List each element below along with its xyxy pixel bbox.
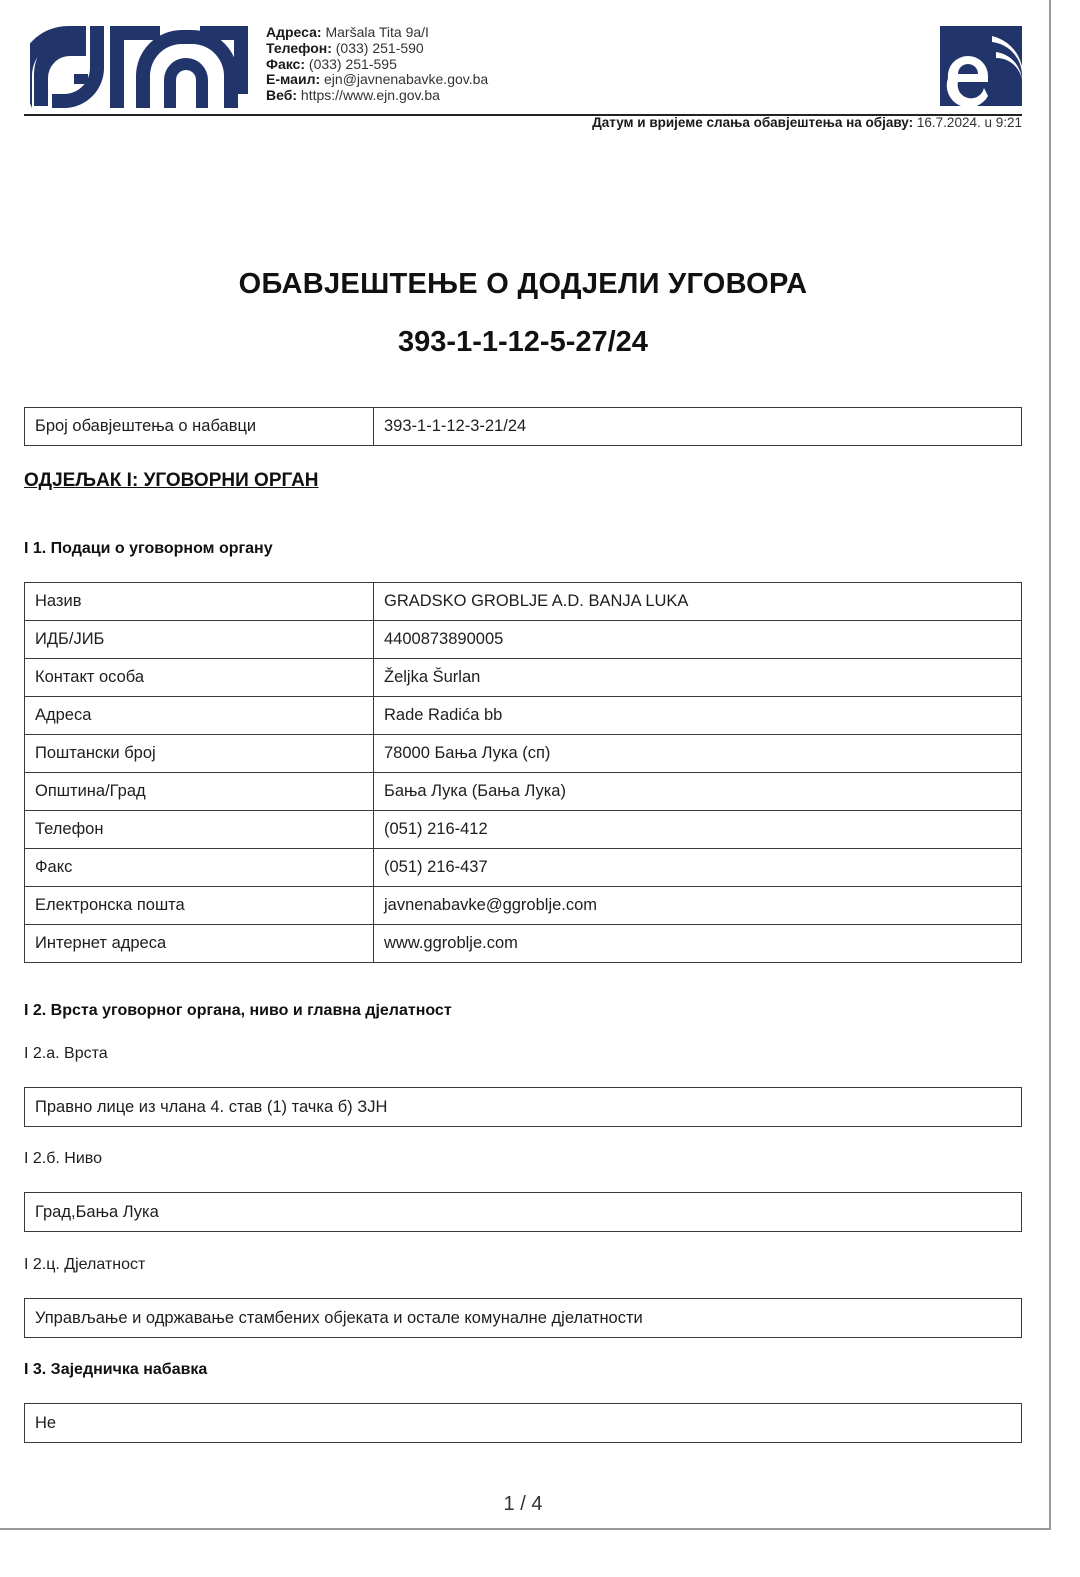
notice-number-label: Број обавјештења о набавци	[25, 408, 374, 446]
table-row	[25, 925, 1022, 963]
contracting-authority-table	[24, 582, 1022, 963]
contact-phone: Телефон: (033) 251-590	[266, 39, 424, 56]
row-label: Поштански број	[25, 735, 374, 773]
row-value: Бања Лука (Бања Лука)	[374, 773, 1022, 811]
table-row	[25, 849, 1022, 887]
contact-block	[266, 25, 488, 104]
ejn-logo	[940, 26, 1022, 106]
sent-datetime: Датум и вријеме слања обавјештења на објаву: 16.7.2024. u 9:21	[592, 115, 1022, 130]
activity-value: Управљање и одржавање стамбених објеката и остале комуналне дјелатности	[24, 1298, 1022, 1338]
page-edge-bottom	[0, 1528, 1051, 1530]
row-label: Електронска пошта	[25, 887, 374, 925]
row-label: Телефон	[25, 811, 374, 849]
row-label: Факс	[25, 849, 374, 887]
row-label: ИДБ/ЈИБ	[25, 621, 374, 659]
table-row	[25, 735, 1022, 773]
row-value: GRADSKO GROBLJE A.D. BANJA LUKA	[374, 583, 1022, 621]
document-title: ОБАВЈЕШТЕЊЕ О ДОДЈЕЛИ УГОВОРА	[238, 268, 808, 300]
row-label: Интернет адреса	[25, 925, 374, 963]
activity-label: I 2.ц. Дјелатност	[24, 1256, 146, 1273]
table-row	[25, 773, 1022, 811]
table-row	[25, 811, 1022, 849]
table-row	[25, 659, 1022, 697]
contact-address: Адреса: Maršala Tita 9a/I	[266, 24, 429, 40]
level-label: I 2.б. Ниво	[24, 1150, 102, 1167]
table-row	[25, 583, 1022, 621]
row-value: Željka Šurlan	[374, 659, 1022, 697]
row-value: (051) 216-412	[374, 811, 1022, 849]
level-value: Град,Бања Лука	[24, 1192, 1022, 1232]
subsection-2-heading: I 2. Врста уговорног органа, ниво и главна дјелатност	[24, 1002, 452, 1019]
subsection-3-heading: I 3. Заједничка набавка	[24, 1361, 208, 1378]
row-label: Општина/Град	[25, 773, 374, 811]
row-value: 4400873890005	[374, 621, 1022, 659]
type-value: Правно лице из члана 4. став (1) тачка б) ЗЈН	[24, 1087, 1022, 1127]
notice-number-table	[24, 407, 1022, 446]
page-indicator: 1 / 4	[503, 1493, 543, 1515]
contact-web: Веб: https://www.ejn.gov.ba	[266, 87, 440, 104]
row-label: Назив	[25, 583, 374, 621]
table-row	[25, 621, 1022, 659]
table-row	[25, 697, 1022, 735]
joint-procurement-value: Не	[24, 1403, 1022, 1443]
type-label: I 2.a. Врста	[24, 1045, 108, 1062]
row-label: Контакт особа	[25, 659, 374, 697]
table-row	[25, 408, 1022, 446]
row-value: 78000 Бања Лука (сп)	[374, 735, 1022, 773]
row-value: (051) 216-437	[374, 849, 1022, 887]
row-label: Адреса	[25, 697, 374, 735]
table-row	[25, 887, 1022, 925]
ajn-logo	[30, 24, 250, 108]
row-value[interactable]: www.ggroblje.com	[374, 925, 1022, 963]
subsection-1-heading: I 1. Подаци о уговорном органу	[24, 540, 273, 557]
section-heading: ОДЈЕЉАК I: УГОВОРНИ ОРГАН	[24, 470, 319, 491]
contact-email: Е-маил: ejn@javnenabavke.gov.ba	[266, 71, 489, 88]
page-edge-right	[1049, 0, 1051, 1530]
row-value[interactable]: javnenabavke@ggroblje.com	[374, 887, 1022, 925]
notice-number-value: 393-1-1-12-3-21/24	[374, 408, 1022, 446]
row-value: Rade Radića bb	[374, 697, 1022, 735]
document-number: 393-1-1-12-5-27/24	[398, 326, 648, 358]
contact-fax: Факс: (033) 251-595	[266, 55, 397, 72]
